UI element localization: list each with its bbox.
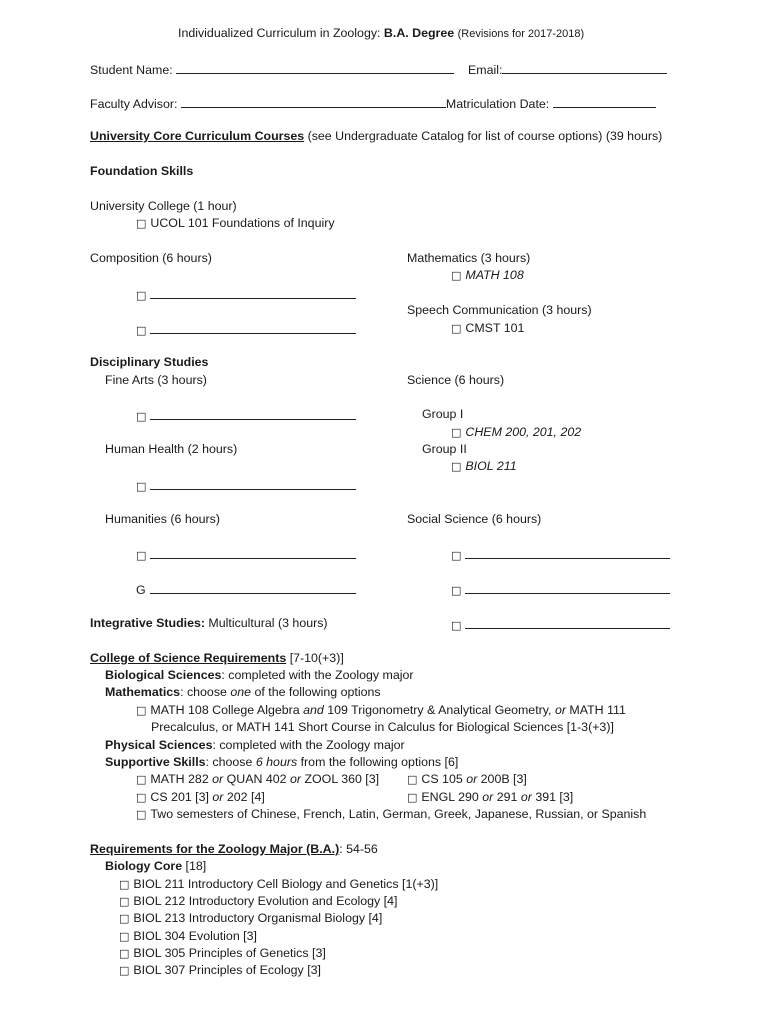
checkbox-icon[interactable]: □	[136, 773, 147, 786]
checkbox-icon[interactable]: □	[451, 322, 462, 335]
course-blank[interactable]	[150, 477, 356, 490]
checkbox-icon[interactable]: □	[136, 480, 147, 493]
composition-label: Composition (6 hours)	[90, 251, 212, 265]
humanities-item-1[interactable]	[136, 546, 356, 563]
course-blank[interactable]	[150, 321, 356, 334]
checkbox-icon[interactable]: □	[119, 895, 130, 908]
checkbox-icon[interactable]: □	[119, 930, 130, 943]
math-option-item[interactable]: □ MATH 108 College Algebra and 109 Trigonometry & Analytical Geometry, or MATH 111	[136, 703, 626, 717]
social-science-item-3[interactable]	[451, 616, 670, 633]
social-science-label: Social Science (6 hours)	[407, 512, 542, 526]
faculty-advisor-blank[interactable]	[181, 95, 446, 108]
faculty-advisor-field: Faculty Advisor: Matriculation Date:	[90, 95, 656, 112]
chem-item[interactable]: □ CHEM 200, 201, 202	[451, 425, 582, 439]
course-blank[interactable]	[150, 286, 356, 299]
human-health-label: Human Health (2 hours)	[105, 442, 238, 456]
bio-sciences-row: Biological Sciences: completed with the Zoology major	[105, 668, 414, 682]
list-item[interactable]: □ BIOL 213 Introductory Organismal Biology [4]	[119, 911, 383, 925]
checkbox-icon[interactable]: □	[119, 878, 130, 891]
degree-label: B.A. Degree	[383, 26, 455, 40]
fine-arts-label: Fine Arts (3 hours)	[105, 373, 207, 387]
major-heading: Requirements for the Zoology Major (B.A.): 54-56	[90, 842, 378, 856]
cmst-item[interactable]: □ CMST 101	[451, 321, 525, 335]
core-heading: University Core Curriculum Courses (see Undergraduate Catalog for list of course options) (39 hours)	[90, 129, 663, 143]
science-label: Science (6 hours)	[407, 373, 505, 387]
supp-option-math[interactable]: □ MATH 282 or QUAN 402 or ZOOL 360 [3]	[136, 772, 380, 786]
checkbox-icon[interactable]: □	[136, 704, 147, 717]
checkbox-icon[interactable]: □	[451, 426, 462, 439]
mathematics-row: Mathematics: choose one of the following options	[105, 685, 381, 699]
group1-label: Group I	[422, 407, 464, 421]
course-blank[interactable]	[465, 581, 670, 594]
course-blank[interactable]	[465, 546, 670, 559]
biology-core-heading: Biology Core [18]	[105, 859, 207, 873]
biol-item[interactable]: □ BIOL 211	[451, 459, 517, 473]
supp-option-cs105[interactable]: □ CS 105 or 200B [3]	[407, 772, 527, 786]
social-science-item-2[interactable]	[451, 581, 670, 598]
humanities-item-2[interactable]	[136, 581, 356, 598]
group2-label: Group II	[422, 442, 467, 456]
human-health-item[interactable]	[136, 477, 356, 494]
checkbox-icon[interactable]: □	[136, 217, 147, 230]
checkbox-icon[interactable]: □	[136, 549, 147, 562]
integrative-label: Integrative Studies: Multicultural (3 hours)	[90, 616, 328, 630]
student-name-field: Student Name:	[90, 61, 454, 78]
checkbox-icon[interactable]: □	[136, 791, 147, 804]
univ-college-label: University College (1 hour)	[90, 199, 237, 213]
disciplinary-heading: Disciplinary Studies	[90, 355, 209, 369]
list-item[interactable]: □ BIOL 307 Principles of Ecology [3]	[119, 963, 321, 977]
course-blank[interactable]	[465, 616, 670, 629]
email-blank[interactable]	[502, 61, 667, 74]
checkbox-icon[interactable]: □	[451, 549, 462, 562]
checkbox-icon[interactable]: □	[136, 410, 147, 423]
list-item[interactable]: □ BIOL 212 Introductory Evolution and Ecology [4]	[119, 894, 398, 908]
checkbox-icon[interactable]: □	[451, 619, 462, 632]
email-field: Email:	[468, 61, 667, 78]
matriculation-date-label: Matriculation Date:	[445, 97, 550, 111]
checkbox-icon[interactable]: □	[451, 584, 462, 597]
list-item[interactable]: □ BIOL 211 Introductory Cell Biology and Genetics [1(+3)]	[119, 877, 439, 891]
page-title: Individualized Curriculum in Zoology: B.A. Degree (Revisions for 2017-2018)	[178, 26, 585, 40]
math-item[interactable]: □ MATH 108	[451, 268, 524, 282]
checkbox-icon[interactable]: □	[451, 460, 462, 473]
supp-option-engl[interactable]: □ ENGL 290 or 291 or 391 [3]	[407, 790, 574, 804]
physical-sciences-row: Physical Sciences: completed with the Zoology major	[105, 738, 405, 752]
course-blank[interactable]	[150, 546, 356, 559]
composition-item-2[interactable]	[136, 321, 356, 338]
fine-arts-item[interactable]	[136, 407, 356, 424]
speech-label: Speech Communication (3 hours)	[407, 303, 592, 317]
composition-item-1[interactable]	[136, 286, 356, 303]
foundation-skills-heading: Foundation Skills	[90, 164, 194, 178]
math-option-line2: Precalculus, or MATH 141 Short Course in Calculus for Biological Sciences [1-3(+3)]	[151, 720, 614, 734]
supp-option-cs201[interactable]: □ CS 201 [3] or 202 [4]	[136, 790, 265, 804]
supp-option-language[interactable]: □ Two semesters of Chinese, French, Latin, German, Greek, Japanese, Russian, or Spanish	[136, 807, 647, 821]
checkbox-icon[interactable]: □	[119, 964, 130, 977]
list-item[interactable]: □ BIOL 304 Evolution [3]	[119, 929, 257, 943]
checkbox-icon[interactable]: □	[451, 269, 462, 282]
mathematics-label: Mathematics (3 hours)	[407, 251, 531, 265]
course-blank[interactable]	[150, 407, 356, 420]
checkbox-icon[interactable]: □	[119, 912, 130, 925]
list-item[interactable]: □ BIOL 305 Principles of Genetics [3]	[119, 946, 326, 960]
humanities-label: Humanities (6 hours)	[105, 512, 221, 526]
course-blank[interactable]	[150, 581, 356, 594]
social-science-item-1[interactable]	[451, 546, 670, 563]
supportive-skills-row: Supportive Skills: choose 6 hours from the following options [6]	[105, 755, 459, 769]
checkbox-icon[interactable]: □	[136, 324, 147, 337]
student-name-blank[interactable]	[176, 61, 454, 74]
checkbox-icon[interactable]: □	[407, 791, 418, 804]
checkbox-icon[interactable]: □	[136, 808, 147, 821]
college-heading: College of Science Requirements [7-10(+3)]	[90, 651, 344, 665]
checkbox-icon[interactable]: □	[407, 773, 418, 786]
ucol-item[interactable]: □ UCOL 101 Foundations of Inquiry	[136, 216, 335, 230]
revision-note: (Revisions for 2017-2018)	[457, 28, 585, 40]
g-marker: G	[136, 583, 146, 597]
checkbox-icon[interactable]: □	[136, 289, 147, 302]
matriculation-date-blank[interactable]	[553, 95, 656, 108]
checkbox-icon[interactable]: □	[119, 947, 130, 960]
